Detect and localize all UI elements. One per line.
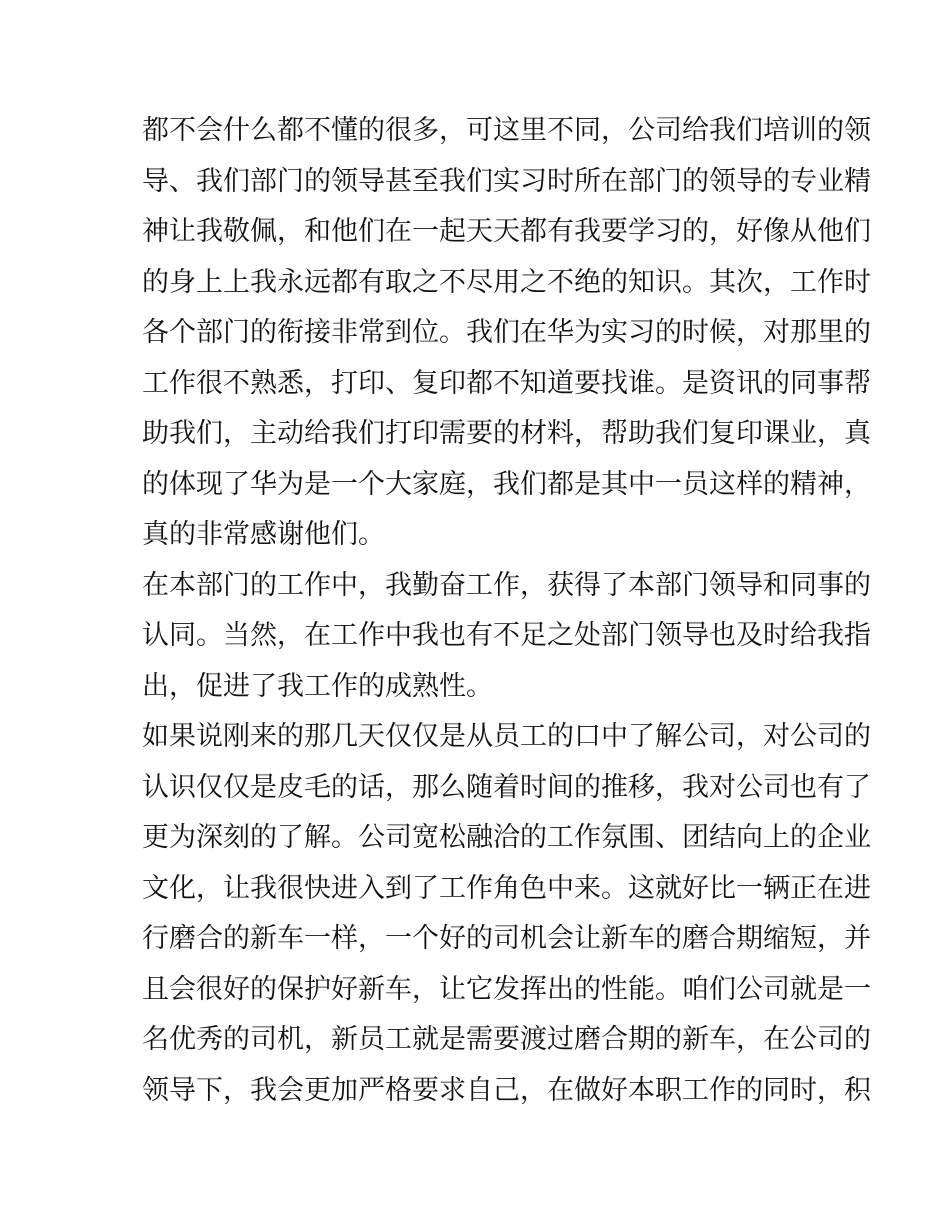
text-line: 名优秀的司机，新员工就是需要渡过磨合期的新车，在公司的 — [142, 1024, 871, 1055]
text-line: 认同。当然，在工作中我也有不足之处部门领导也及时给我指 — [142, 620, 871, 651]
text-line: 助我们，主动给我们打印需要的材料，帮助我们复印课业，真 — [142, 418, 871, 449]
text-line: 神让我敬佩，和他们在一起天天都有我要学习的，好像从他们 — [142, 216, 871, 247]
body-text — [142, 106, 871, 1116]
text-line: 工作很不熟悉，打印、复印都不知道要找谁。是资讯的同事帮 — [142, 367, 871, 399]
text-line: 的身上上我永远都有取之不尽用之不绝的知识。其次，工作时 — [142, 266, 871, 298]
text-line: 都不会什么都不懂的很多，可这里不同，公司给我们培训的领 — [142, 115, 871, 146]
text-line: 如果说刚来的那几天仅仅是从员工的口中了解公司，对公司的 — [142, 721, 871, 752]
text-line: 各个部门的衔接非常到位。我们在华为实习的时候，对那里的 — [142, 317, 871, 348]
text-line: 更为深刻的了解。公司宽松融洽的工作氛围、团结向上的企业 — [142, 822, 871, 853]
text-line: 行磨合的新车一样，一个好的司机会让新车的磨合期缩短，并 — [142, 923, 871, 954]
text-line: 文化，让我很快进入到了工作角色中来。这就好比一辆正在进 — [142, 872, 871, 904]
text-line: 出，促进了我工作的成熟性。 — [142, 670, 493, 702]
text-line: 且会很好的保护好新车，让它发挥出的性能。咱们公司就是一 — [142, 973, 871, 1005]
text-line: 真的非常感谢他们。 — [142, 519, 385, 550]
text-line: 导、我们部门的领导甚至我们实习时所在部门的领导的专业精 — [142, 165, 871, 197]
text-line: 的体现了华为是一个大家庭，我们都是其中一员这样的精神， — [142, 468, 871, 500]
text-line: 在本部门的工作中，我勤奋工作，获得了本部门领导和同事的 — [142, 569, 871, 601]
text-line: 认识仅仅是皮毛的话，那么随着时间的推移，我对公司也有了 — [142, 771, 871, 803]
text-line: 领导下，我会更加严格要求自己，在做好本职工作的同时，积 — [142, 1074, 871, 1106]
